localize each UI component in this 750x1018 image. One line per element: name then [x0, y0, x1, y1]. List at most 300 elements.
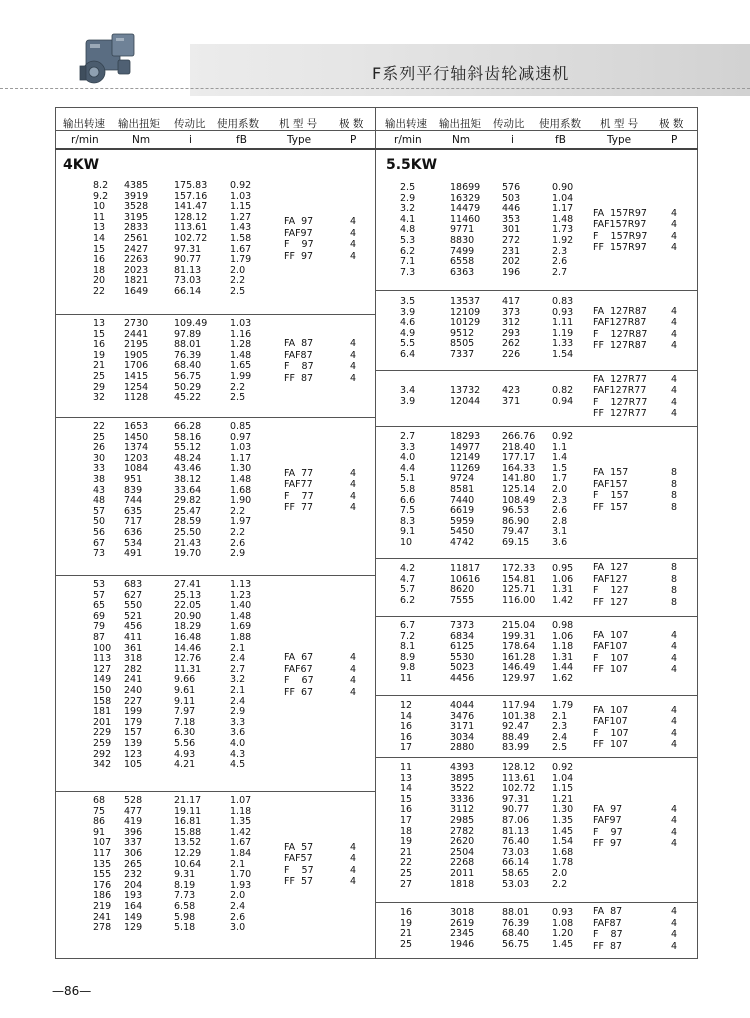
- service-factor-cell: 1.62: [552, 672, 574, 684]
- model-type: FA 87: [593, 906, 623, 918]
- output-speed-cell: 11: [93, 211, 106, 223]
- model-type: FAF67: [284, 663, 313, 675]
- service-factor-cell: 1.40: [230, 600, 252, 612]
- pole-count: 4: [350, 372, 357, 384]
- output-torque-cell: 1128: [124, 392, 149, 404]
- output-speed-cell: 21: [400, 846, 413, 858]
- ratio-cell: 88.01: [502, 907, 530, 918]
- ratio-cell: 141.47: [174, 201, 208, 213]
- service-factor-cell: 2.8: [552, 515, 568, 527]
- ratio-cell: 53.03: [502, 878, 530, 890]
- service-factor-cell: 1.21: [552, 793, 574, 805]
- service-factor-cell: 0.83: [552, 296, 574, 307]
- service-factor-cell: 1.19: [552, 327, 574, 339]
- ratio-cell: 125.71: [502, 584, 536, 596]
- pole-count: 4: [671, 408, 678, 420]
- group-divider: [55, 575, 375, 576]
- output-torque-cell: 9724: [450, 473, 475, 485]
- ratio-cell: 154.81: [502, 573, 536, 585]
- output-torque-cell: 157: [124, 727, 143, 739]
- output-torque-cell: 8505: [450, 338, 475, 350]
- service-factor-cell: 1.03: [230, 442, 252, 454]
- group-divider: [375, 558, 698, 559]
- ratio-cell: 117.94: [502, 700, 536, 711]
- table-row: [0, 287, 750, 298]
- output-speed-cell: 22: [93, 285, 106, 297]
- model-type: FAF97: [593, 815, 622, 827]
- output-speed-cell: 79: [93, 621, 106, 633]
- output-speed-cell: 8.9: [400, 651, 416, 663]
- output-torque-cell: 265: [124, 858, 143, 870]
- output-speed-cell: 75: [93, 805, 106, 817]
- output-torque-cell: 6125: [450, 641, 475, 653]
- service-factor-cell: 2.1: [230, 684, 246, 696]
- header-dashed-rule: [0, 88, 750, 89]
- model-type: FA 157R97: [593, 207, 647, 219]
- pole-count: 8: [671, 478, 678, 490]
- output-torque-cell: 7373: [450, 620, 475, 631]
- service-factor-cell: 1.06: [552, 630, 574, 642]
- pole-count: 8: [671, 596, 678, 608]
- output-torque-cell: 232: [124, 869, 143, 881]
- ratio-cell: 231: [502, 245, 521, 257]
- model-type: FA 97: [593, 803, 623, 815]
- ratio-cell: 199.31: [502, 630, 536, 642]
- model-type: F 157: [593, 490, 629, 502]
- model-type: FF 157R97: [593, 242, 647, 254]
- output-torque-cell: 12109: [450, 306, 481, 318]
- output-speed-cell: 5.5: [400, 338, 416, 350]
- model-type-row: [0, 804, 750, 816]
- model-type-row: [0, 906, 750, 918]
- output-torque-cell: 636: [124, 526, 143, 538]
- service-factor-cell: 1.20: [552, 928, 574, 940]
- service-factor-cell: 0.93: [552, 907, 574, 918]
- output-torque-cell: 3336: [450, 793, 475, 805]
- output-torque-cell: 3018: [450, 907, 475, 918]
- model-type: FA 77: [284, 467, 314, 479]
- ratio-cell: 423: [502, 385, 521, 396]
- ratio-cell: 97.31: [502, 793, 530, 805]
- service-factor-cell: 1.5: [552, 462, 568, 474]
- service-factor-cell: 3.2: [230, 674, 246, 686]
- model-type: FF 57: [284, 876, 314, 888]
- output-torque-cell: 18699: [450, 182, 481, 193]
- table-row: [0, 443, 750, 454]
- pole-count: 4: [671, 317, 678, 329]
- output-torque-cell: 2441: [124, 328, 149, 340]
- service-factor-cell: 2.9: [230, 706, 246, 718]
- output-speed-cell: 4.4: [400, 462, 416, 474]
- output-torque-cell: 1254: [124, 381, 149, 393]
- model-type-row: [0, 242, 750, 254]
- pole-count: 4: [671, 940, 678, 952]
- pole-count: 4: [350, 841, 357, 853]
- model-type: FAF127R87: [593, 317, 647, 329]
- model-type: FF 157: [593, 501, 629, 513]
- ratio-cell: 12.29: [174, 847, 202, 859]
- pole-count: 4: [350, 216, 357, 228]
- output-speed-cell: 21: [93, 360, 106, 372]
- ratio-cell: 6.58: [174, 900, 196, 912]
- table-row: [0, 432, 750, 443]
- service-factor-cell: 1.69: [230, 621, 252, 633]
- output-speed-cell: 186: [93, 890, 112, 902]
- group-divider: [375, 290, 698, 291]
- output-torque-cell: 411: [124, 631, 143, 643]
- ratio-cell: 8.19: [174, 879, 196, 891]
- output-torque-cell: 717: [124, 516, 143, 528]
- ratio-cell: 164.33: [502, 462, 536, 474]
- output-torque-cell: 8830: [450, 234, 475, 246]
- ratio-cell: 12.76: [174, 653, 202, 665]
- pole-count: 4: [350, 239, 357, 251]
- output-torque-cell: 1415: [124, 370, 149, 382]
- unit-factor: fB: [236, 134, 247, 146]
- output-speed-cell: 181: [93, 706, 112, 718]
- output-speed-cell: 100: [93, 642, 112, 654]
- output-torque-cell: 361: [124, 642, 143, 654]
- output-torque-cell: 164: [124, 900, 143, 912]
- ratio-cell: 102.72: [502, 783, 536, 795]
- pole-count: 4: [350, 349, 357, 361]
- output-torque-cell: 6834: [450, 630, 475, 642]
- service-factor-cell: 1.73: [552, 224, 574, 236]
- service-factor-cell: 1.17: [230, 452, 252, 464]
- output-speed-cell: 20: [93, 275, 106, 287]
- model-type-row: [0, 340, 750, 352]
- output-torque-cell: 1653: [124, 421, 149, 432]
- header-service-factor: 使用系数: [217, 118, 259, 130]
- model-type-row: [0, 838, 750, 850]
- ratio-cell: 88.49: [502, 731, 530, 743]
- model-type: FAF57: [284, 853, 313, 865]
- service-factor-cell: 1.58: [230, 232, 252, 244]
- ratio-cell: 19.70: [174, 548, 202, 560]
- service-factor-cell: 1.4: [552, 452, 568, 464]
- service-factor-cell: 2.5: [552, 742, 568, 754]
- ratio-cell: 73.03: [502, 846, 530, 858]
- output-speed-cell: 201: [93, 716, 112, 728]
- output-speed-cell: 4.0: [400, 452, 416, 464]
- service-factor-cell: 3.6: [230, 727, 246, 739]
- service-factor-cell: 2.7: [230, 663, 246, 675]
- model-type: F 87: [284, 361, 314, 373]
- model-type-row: [0, 317, 750, 329]
- ratio-cell: 25.50: [174, 526, 202, 538]
- output-torque-cell: 11460: [450, 213, 481, 225]
- header-bottom-rule: [55, 148, 698, 150]
- pole-count: 4: [671, 727, 678, 739]
- model-type-row: [0, 208, 750, 220]
- service-factor-cell: 1.1: [552, 441, 568, 453]
- output-torque-cell: 123: [124, 748, 143, 760]
- ratio-cell: 11.31: [174, 663, 202, 675]
- ratio-cell: 16.81: [174, 816, 202, 828]
- output-torque-cell: 635: [124, 505, 143, 517]
- output-torque-cell: 11269: [450, 462, 481, 474]
- output-torque-cell: 477: [124, 805, 143, 817]
- ratio-cell: 177.17: [502, 452, 536, 464]
- output-speed-cell: 5.3: [400, 234, 416, 246]
- output-speed-cell: 15: [93, 328, 106, 340]
- output-speed-cell: 26: [93, 442, 106, 454]
- service-factor-cell: 1.84: [230, 847, 252, 859]
- pole-count: 8: [671, 501, 678, 513]
- model-type-row: [0, 479, 750, 491]
- table-row: [0, 858, 750, 869]
- ratio-cell: 90.77: [174, 254, 202, 266]
- model-type: F 67: [284, 675, 314, 687]
- output-speed-cell: 18: [400, 825, 413, 837]
- service-factor-cell: 1.07: [230, 795, 252, 806]
- output-speed-cell: 7.1: [400, 256, 416, 268]
- ratio-cell: 146.49: [502, 662, 536, 674]
- output-torque-cell: 1821: [124, 275, 149, 287]
- model-type: FF 127: [593, 596, 629, 608]
- service-factor-cell: 0.92: [230, 180, 252, 191]
- model-type: FA 127: [593, 562, 629, 574]
- ratio-cell: 79.47: [502, 526, 530, 538]
- pole-count: 4: [350, 479, 357, 491]
- pole-count: 8: [671, 562, 678, 574]
- ratio-cell: 81.13: [502, 825, 530, 837]
- output-speed-cell: 342: [93, 759, 112, 771]
- group-divider: [375, 695, 698, 696]
- service-factor-cell: 1.31: [552, 584, 574, 596]
- service-factor-cell: 1.15: [230, 201, 252, 213]
- table-row: [0, 453, 750, 464]
- model-type-list: [0, 630, 750, 676]
- service-factor-cell: 4.3: [230, 748, 246, 760]
- service-factor-cell: 1.88: [230, 631, 252, 643]
- ratio-cell: 25.47: [174, 505, 202, 517]
- service-factor-cell: 1.48: [230, 610, 252, 622]
- model-type: FF 87: [593, 940, 623, 952]
- service-factor-cell: 2.3: [552, 494, 568, 506]
- model-type: FAF97: [284, 227, 313, 239]
- ratio-cell: 108.49: [502, 494, 536, 506]
- service-factor-cell: 1.54: [552, 348, 574, 360]
- output-speed-cell: 15: [93, 243, 106, 255]
- output-torque-cell: 2880: [450, 742, 475, 754]
- ratio-cell: 128.12: [174, 211, 208, 223]
- pole-count: 4: [671, 803, 678, 815]
- pole-count: 4: [671, 385, 678, 397]
- output-speed-cell: 53: [93, 579, 106, 590]
- table-row: [0, 869, 750, 880]
- service-factor-cell: 2.4: [552, 731, 568, 743]
- service-factor-cell: 1.13: [230, 579, 252, 590]
- model-type-row: [0, 490, 750, 502]
- model-type: F 107: [593, 652, 629, 664]
- output-torque-cell: 105: [124, 759, 143, 771]
- model-type-row: [0, 827, 750, 839]
- output-speed-cell: 17: [400, 814, 413, 826]
- model-type: FF 107: [593, 664, 629, 676]
- ratio-cell: 97.89: [174, 328, 202, 340]
- model-type: F 77: [284, 490, 314, 502]
- output-torque-cell: 491: [124, 548, 143, 560]
- ratio-cell: 4.21: [174, 759, 196, 771]
- output-torque-cell: 1374: [124, 442, 149, 454]
- ratio-cell: 215.04: [502, 620, 536, 631]
- output-speed-cell: 127: [93, 663, 112, 675]
- model-type-row: [0, 641, 750, 653]
- output-speed-cell: 3.9: [400, 395, 416, 407]
- ratio-cell: 9.61: [174, 684, 196, 696]
- ratio-cell: 16.48: [174, 631, 202, 643]
- service-factor-cell: 1.33: [552, 338, 574, 350]
- model-type: FAF87: [284, 349, 313, 361]
- ratio-cell: 5.18: [174, 922, 196, 934]
- service-factor-cell: 1.03: [230, 318, 252, 329]
- model-type-row: [0, 918, 750, 930]
- ratio-cell: 87.06: [502, 814, 530, 826]
- ratio-cell: 68.40: [174, 360, 202, 372]
- ratio-cell: 22.05: [174, 600, 202, 612]
- output-speed-cell: 149: [93, 674, 112, 686]
- output-torque-cell: 3895: [450, 772, 475, 784]
- output-speed-cell: 6.4: [400, 348, 416, 360]
- service-factor-cell: 3.1: [552, 526, 568, 538]
- unit-speed: r/min: [394, 134, 422, 146]
- output-speed-cell: 7.5: [400, 505, 416, 517]
- model-type: FAF107: [593, 641, 628, 653]
- model-type: FF 127R77: [593, 408, 647, 420]
- ratio-cell: 96.53: [502, 505, 530, 517]
- model-type: F 127: [593, 585, 629, 597]
- model-type: FAF107: [593, 716, 628, 727]
- output-speed-cell: 11: [400, 762, 413, 773]
- output-speed-cell: 13: [400, 772, 413, 784]
- pole-count: 4: [350, 876, 357, 888]
- ratio-cell: 301: [502, 224, 521, 236]
- ratio-cell: 129.97: [502, 672, 536, 684]
- unit-factor: fB: [555, 134, 566, 146]
- pole-count: 8: [671, 467, 678, 479]
- service-factor-cell: 1.67: [230, 243, 252, 255]
- ratio-cell: 20.90: [174, 610, 202, 622]
- output-torque-cell: 2985: [450, 814, 475, 826]
- output-speed-cell: 4.7: [400, 573, 416, 585]
- pole-count: 4: [350, 250, 357, 262]
- output-speed-cell: 12: [400, 700, 413, 711]
- pole-count: 4: [350, 652, 357, 664]
- ratio-cell: 262: [502, 338, 521, 350]
- ratio-cell: 18.29: [174, 621, 202, 633]
- output-torque-cell: 839: [124, 484, 143, 496]
- pole-count: 4: [671, 929, 678, 941]
- ratio-cell: 102.72: [174, 232, 208, 244]
- table-row: [0, 774, 750, 785]
- output-speed-cell: 6.6: [400, 494, 416, 506]
- model-type: FAF87: [593, 917, 622, 929]
- output-torque-cell: 3112: [450, 804, 475, 816]
- ratio-cell: 141.80: [502, 473, 536, 485]
- output-torque-cell: 2427: [124, 243, 149, 255]
- table-row: [0, 880, 750, 891]
- output-speed-cell: 2.5: [400, 182, 416, 193]
- service-factor-cell: 2.6: [230, 537, 246, 549]
- service-factor-cell: 2.0: [230, 264, 246, 276]
- pole-count: 4: [671, 328, 678, 340]
- ratio-cell: 9.11: [174, 695, 196, 707]
- ratio-cell: 128.12: [502, 762, 536, 773]
- ratio-cell: 81.13: [174, 264, 202, 276]
- service-factor-cell: 2.7: [552, 266, 568, 278]
- service-factor-cell: 2.4: [230, 653, 246, 665]
- model-type-list: [0, 804, 750, 850]
- output-speed-cell: 50: [93, 516, 106, 528]
- ratio-cell: 109.49: [174, 318, 208, 329]
- model-type-row: [0, 664, 750, 676]
- output-speed-cell: 2.7: [400, 431, 416, 442]
- ratio-cell: 15.88: [174, 826, 202, 838]
- service-factor-cell: 2.4: [230, 695, 246, 707]
- output-speed-cell: 16: [93, 339, 106, 351]
- model-type-row: [0, 219, 750, 231]
- output-speed-cell: 73: [93, 548, 106, 560]
- output-speed-cell: 65: [93, 600, 106, 612]
- model-type-list: [0, 208, 750, 254]
- unit-torque: Nm: [132, 134, 151, 146]
- ratio-cell: 417: [502, 296, 521, 307]
- output-torque-cell: 9771: [450, 224, 475, 236]
- model-type: FA 127R87: [593, 305, 647, 317]
- output-torque-cell: 1203: [124, 452, 149, 464]
- output-torque-cell: 18293: [450, 431, 481, 442]
- service-factor-cell: 3.6: [552, 536, 568, 548]
- output-speed-cell: 4.1: [400, 213, 416, 225]
- output-torque-cell: 193: [124, 890, 143, 902]
- service-factor-cell: 1.23: [230, 589, 252, 601]
- model-type-row: [0, 361, 750, 373]
- model-type-row: [0, 329, 750, 341]
- output-torque-cell: 5959: [450, 515, 475, 527]
- header-divider: [55, 130, 698, 131]
- service-factor-cell: 2.2: [230, 526, 246, 538]
- pole-count: 4: [350, 338, 357, 350]
- model-type: FAF157: [593, 478, 628, 490]
- output-speed-cell: 16: [400, 907, 413, 918]
- output-speed-cell: 21: [400, 928, 413, 940]
- output-speed-cell: 11: [400, 672, 413, 684]
- output-speed-cell: 15: [400, 793, 413, 805]
- group-divider: [375, 370, 698, 371]
- output-torque-cell: 2345: [450, 928, 475, 940]
- ratio-cell: 576: [502, 182, 521, 193]
- output-torque-cell: 951: [124, 473, 143, 485]
- pole-count: 4: [671, 838, 678, 850]
- output-torque-cell: 282: [124, 663, 143, 675]
- pole-count: 4: [671, 641, 678, 653]
- output-speed-cell: 14: [93, 232, 106, 244]
- output-torque-cell: 2620: [450, 836, 475, 848]
- service-factor-cell: 2.5: [230, 392, 246, 404]
- ratio-cell: 76.39: [174, 349, 202, 361]
- ratio-cell: 25.13: [174, 589, 202, 601]
- output-torque-cell: 1818: [450, 878, 475, 890]
- model-type-row: [0, 630, 750, 642]
- output-torque-cell: 6558: [450, 256, 475, 268]
- output-torque-cell: 683: [124, 579, 143, 590]
- output-torque-cell: 744: [124, 495, 143, 507]
- output-torque-cell: 627: [124, 589, 143, 601]
- service-factor-cell: 0.82: [552, 385, 574, 396]
- ratio-cell: 157.16: [174, 190, 208, 202]
- model-type: F 127R87: [593, 328, 648, 340]
